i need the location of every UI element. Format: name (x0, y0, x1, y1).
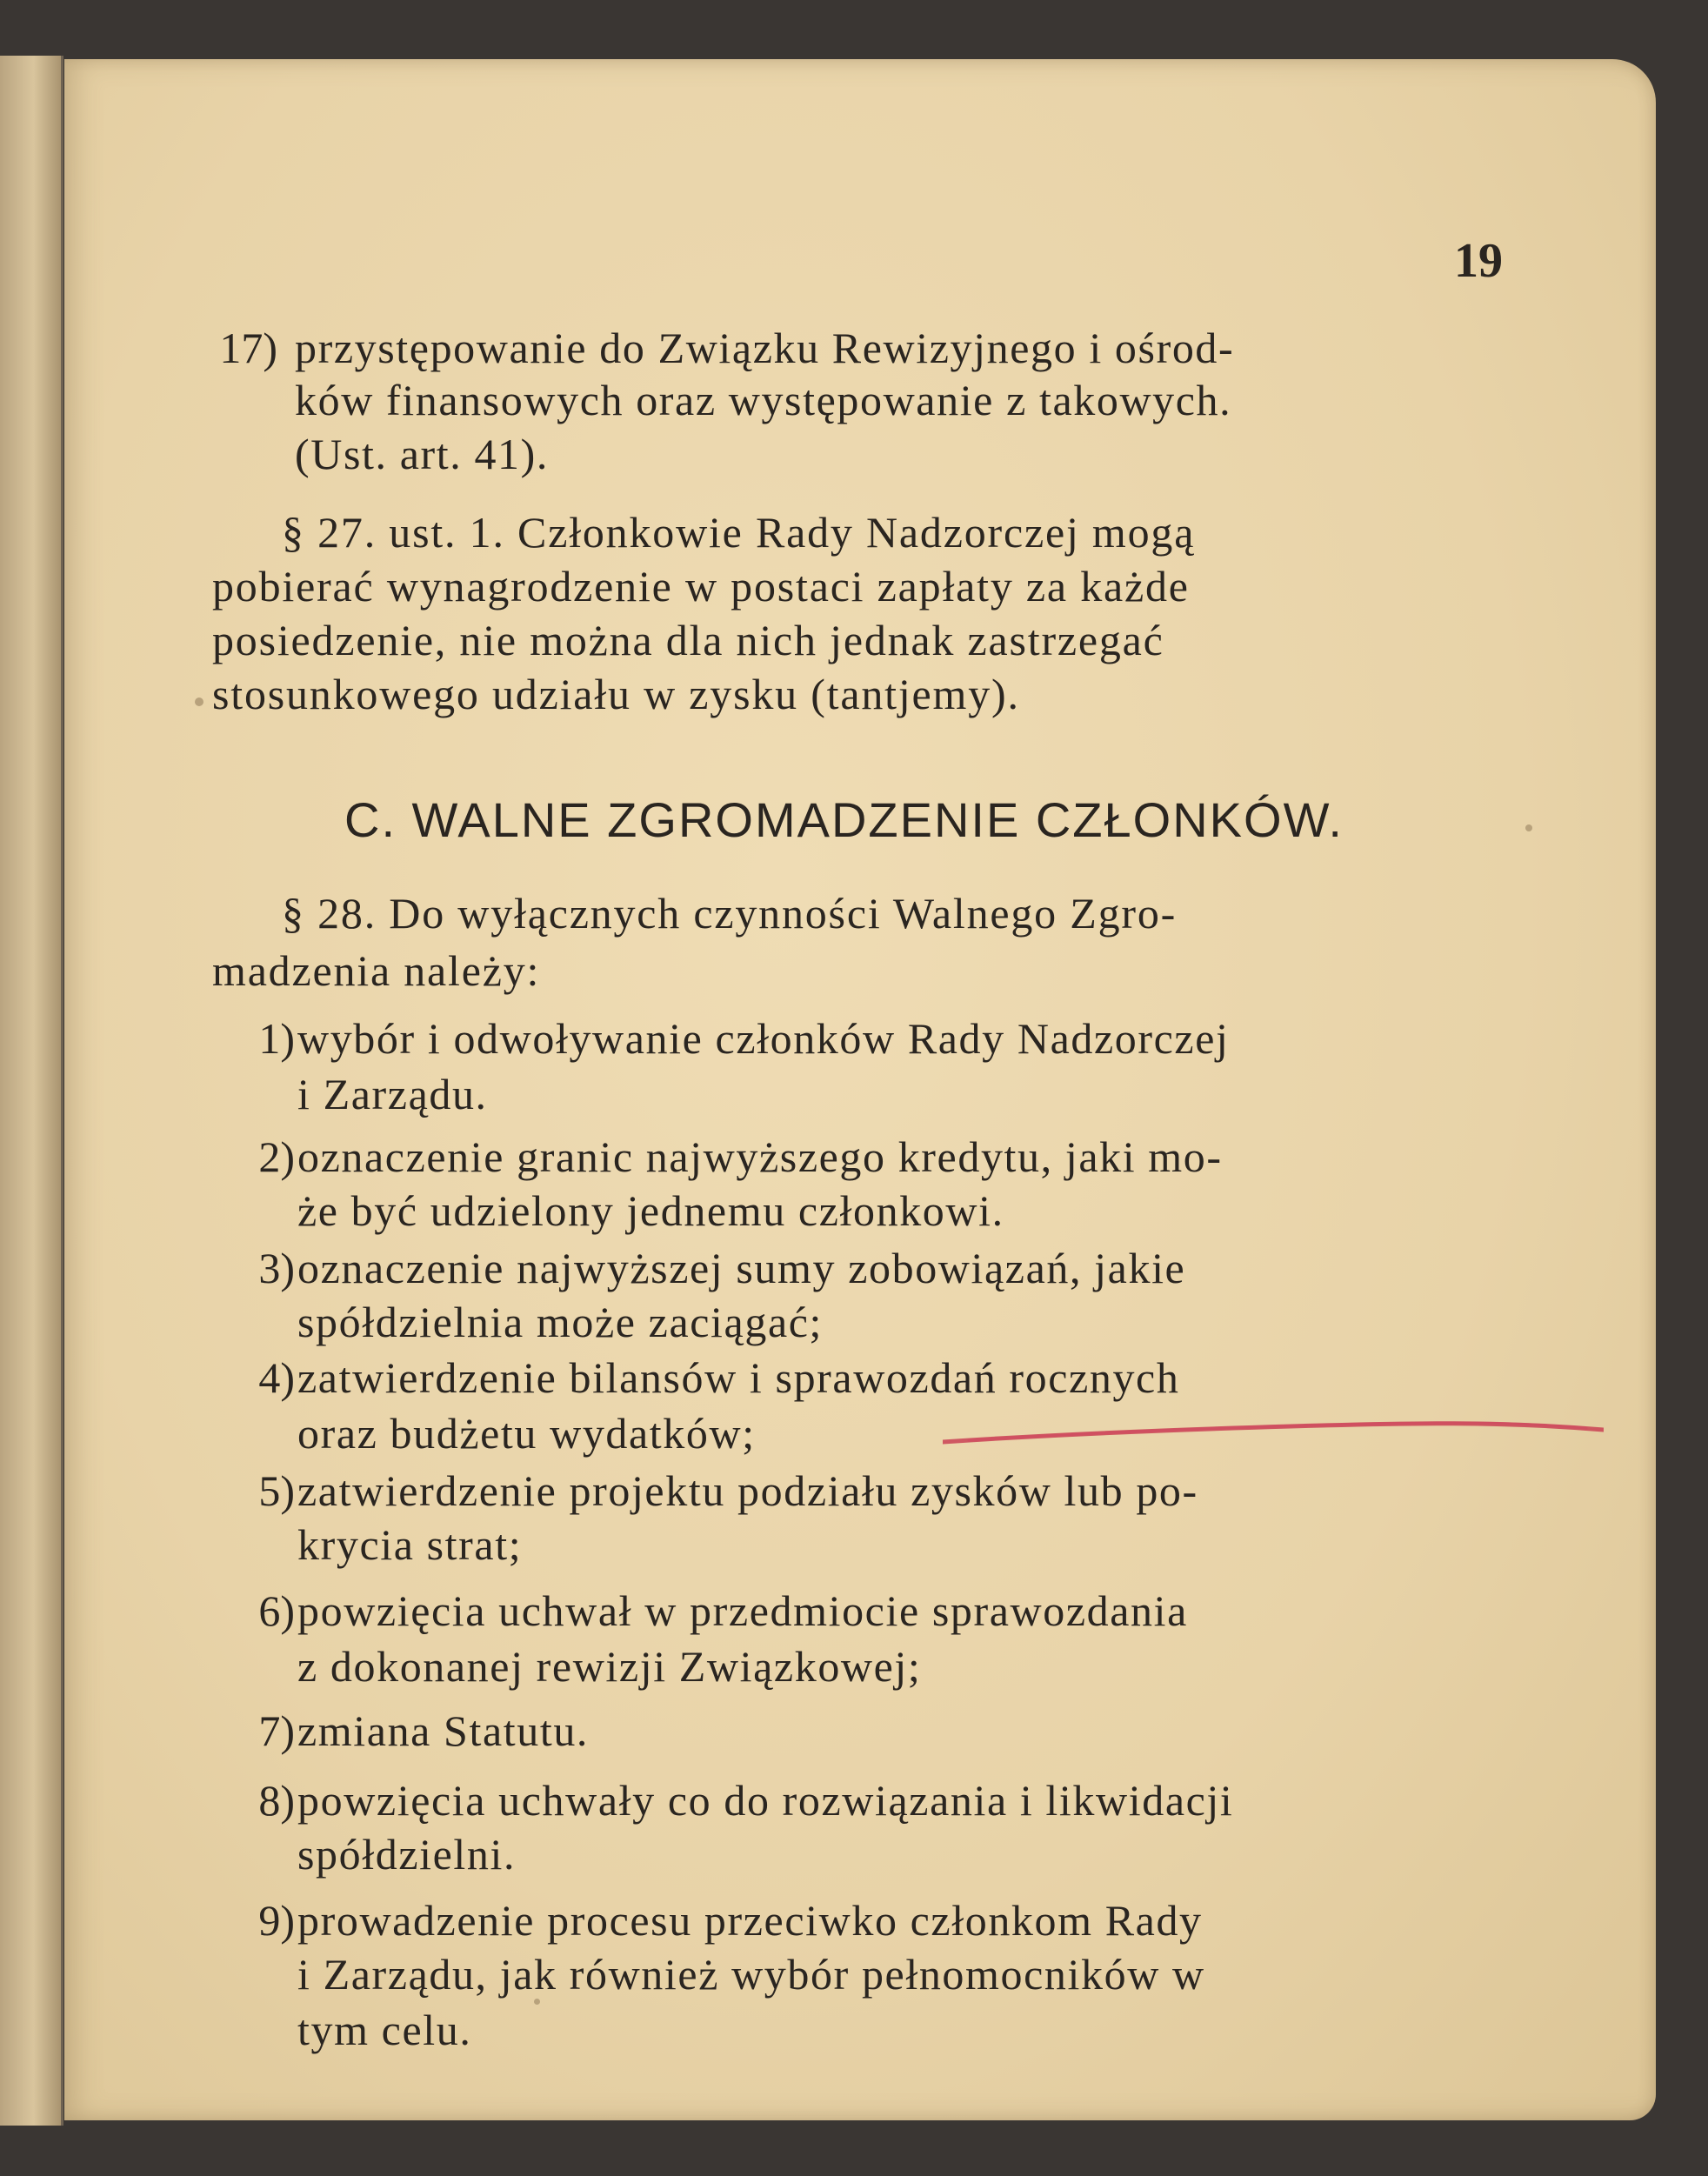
text-line: (Ust. art. 41). (295, 430, 549, 478)
text-line: z dokonanej rewizji Związkowej; (297, 1642, 922, 1691)
text-line: powzięcia uchwał w przedmiocie sprawozdania (297, 1586, 1188, 1635)
text-line: wybór i odwoływanie członków Rady Nadzorczej (297, 1014, 1230, 1063)
text-line: madzenia należy: (212, 946, 541, 995)
text-line: powzięcia uchwały co do rozwiązania i likwidacji (297, 1776, 1234, 1825)
paper-speck (1525, 824, 1532, 831)
text-line: tym celu. (297, 2006, 472, 2054)
item-number: 9) (258, 1896, 295, 1945)
red-pencil-underline (943, 1416, 1604, 1451)
text-line: i Zarządu, jak również wybór pełnomocników w (297, 1950, 1205, 1999)
item-number: 7) (258, 1706, 295, 1755)
text-line: że być udzielony jednemu członkowi. (297, 1186, 1004, 1235)
item-number: 6) (258, 1586, 295, 1635)
text-line: § 27. ust. 1. Członkowie Rady Nadzorczej mogą (282, 508, 1196, 557)
item-number: 8) (258, 1776, 295, 1825)
item-number: 2) (258, 1132, 295, 1181)
text-line: § 28. Do wyłącznych czynności Walnego Zgro- (282, 889, 1178, 938)
text-line: oraz budżetu wydatków; (297, 1409, 756, 1458)
text-line: posiedzenie, nie można dla nich jednak zastrzegać (212, 616, 1164, 664)
previous-page-edge (0, 56, 63, 2126)
page-number: 19 (1454, 234, 1503, 288)
text-line: stosunkowego udziału w zysku (tantjemy). (212, 670, 1020, 718)
text-line: oznaczenie najwyższej sumy zobowiązań, jakie (297, 1244, 1186, 1292)
item-number: 17) (219, 324, 277, 372)
text-line: pobierać wynagrodzenie w postaci zapłaty za każde (212, 562, 1190, 611)
text-line: ków finansowych oraz występowanie z takowych. (295, 376, 1232, 424)
text-line: zmiana Statutu. (297, 1706, 590, 1755)
item-number: 5) (258, 1466, 295, 1515)
item-number: 3) (258, 1244, 295, 1292)
text-line: spółdzielnia może zaciągać; (297, 1298, 824, 1346)
text-line: krycia strat; (297, 1520, 523, 1569)
text-line: zatwierdzenie bilansów i sprawozdań rocznych (297, 1353, 1180, 1402)
text-line: spółdzielni. (297, 1830, 517, 1879)
item-number: 4) (258, 1353, 295, 1402)
text-line: oznaczenie granic najwyższego kredytu, jaki mo- (297, 1132, 1223, 1181)
text-line: przystępowanie do Związku Rewizyjnego i ośrod- (295, 324, 1235, 372)
paper-speck (195, 698, 203, 706)
paper-speck (534, 1999, 540, 2005)
text-line: prowadzenie procesu przeciwko członkom Rady (297, 1896, 1203, 1945)
text-line: zatwierdzenie projektu podziału zysków lub po- (297, 1466, 1198, 1515)
book-page (64, 59, 1656, 2120)
section-heading: C. WALNE ZGROMADZENIE CZŁONKÓW. (344, 792, 1344, 847)
item-number: 1) (258, 1014, 295, 1063)
text-line: i Zarządu. (297, 1070, 488, 1118)
